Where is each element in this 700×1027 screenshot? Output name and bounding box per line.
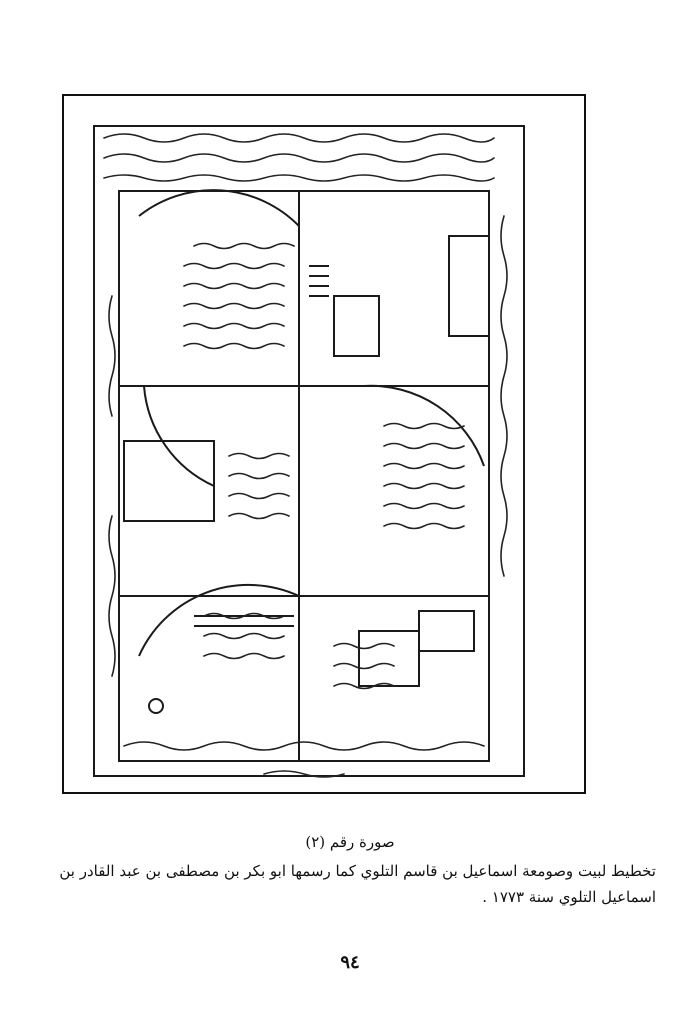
figure-title: صورة رقم (٢) <box>305 833 395 851</box>
page-number: ٩٤ <box>340 952 360 973</box>
figure-caption: تخطيط لبيت وصومعة اسماعيل بن قاسم التلوي كما رسمها ابو بكر بن مصطفى بن عبد القادر بن اسماعيل التلوي سنة ١٧٧٣ . <box>59 862 656 906</box>
floor-plan-drawing <box>64 96 584 792</box>
court-arc-top <box>139 190 299 226</box>
plan-outline <box>94 126 524 776</box>
floor-plan-image <box>62 94 586 794</box>
plan-inner-outline <box>119 191 489 761</box>
room-block <box>124 441 214 521</box>
well-circle <box>149 699 163 713</box>
